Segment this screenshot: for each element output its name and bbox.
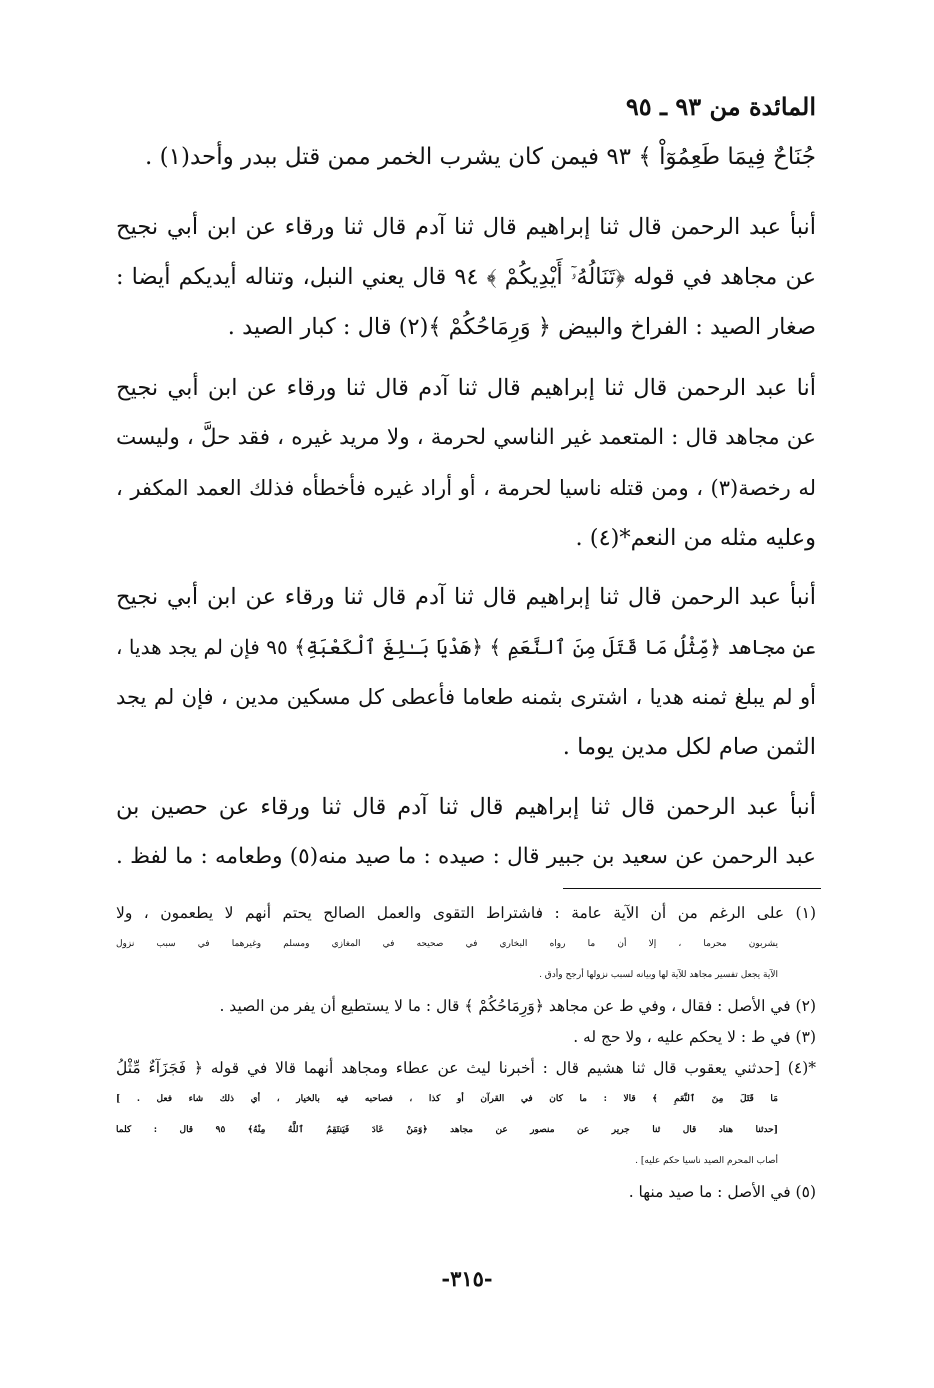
footnote-line: مَا قَتَلَ مِنَ ٱلنَّعَمِ ﴾ قالا : ما كان في القرآن أو كذا ، فصاحبه فيه بالخيار ، أي ذلك شاء فعل . ] (116, 1094, 778, 1104)
text-line: عن مجاهد قال : المتعمد غير الناسي لحرمة ، ولا مريد غيره ، فقد حلَّ ، وليست (116, 425, 816, 450)
text-line: الثمن صام لكل مدين يوما . (562, 734, 816, 760)
text-line: عن مجاهد ﴿مِّثْلُ مَا قَتَلَ مِنَ ٱلنَّعَمِ ﴾ ﴿هَدْيَا بَـٰلِغَ ٱلْكَعْبَةِ﴾ ٩٥ فإن لم يجد هديا ، (116, 635, 817, 659)
footnote-line: يشربون محرما ، إلا أن ما رواه البخاري في صحيحه في المغازي ومسلم وغيرهما في سبب نزول (116, 939, 778, 949)
page-header: المائدة من ٩٣ ـ ٩٥ (625, 92, 816, 121)
footnote-line: (٥) في الأصل : ما صيد منها . (628, 1183, 816, 1201)
verse-line: جُنَاحٌ فِيمَا طَعِمُوٓاْ ﴾ ٩٣ فيمن كان يشرب الخمر ممن قتل ببدر وأحد(١) . (145, 144, 816, 170)
paragraph-3 (116, 572, 816, 772)
footnote-line: *(٤) [حدثني يعقوب قال ثنا هشيم قال : أخبرنا ليث عن عطاء ومجاهد أنهما قالا في قوله ﴿ فَجَزَآءٌ مِّثْلُ (116, 1059, 816, 1077)
page-number: -٣١٥- (441, 1266, 493, 1291)
text-line: أنبأ عبد الرحمن قال ثنا إبراهيم قال ثنا آدم قال ثنا ورقاء عن ابن أبي نجيح (116, 584, 816, 610)
text-line: صغار الصيد : الفراخ والبيض ﴿ وَرِمَاحُكُمْ ﴾(٢) قال : كبار الصيد . (227, 314, 816, 340)
footnote-line: (١) على الرغم من أن الآية عامة : فاشتراط التقوى والعمل الصالح يحتم أنهم لا يطعمون ، ولا (116, 904, 816, 922)
text-line: له رخصة(٣) ، ومن قتله ناسيا لحرمة ، أو أراد غيره فأخطأه فذلك العمد المكفر ، (116, 476, 816, 500)
text-line: عبد الرحمن عن سعيد بن جبير قال : صيده : ما صيد منه(٥) وطعامه : ما لفظ . (116, 844, 816, 869)
footnote-line: (٢) في الأصل : فقال ، وفي ط عن مجاهد ﴿وَرِمَاحُكُمْ ﴾ قال : ما لا يستطيع أن يفر من الصيد . (219, 997, 816, 1015)
paragraph-1 (116, 202, 816, 352)
text-line: أنبأ عبد الرحمن قال ثنا إبراهيم قال ثنا آدم قال ثنا ورقاء عن ابن أبي نجيح (116, 214, 816, 240)
text-line: أو لم يبلغ ثمنه هديا ، اشترى بثمنه طعاما فأعطى كل مسكين مدين ، فإن لم يجد (116, 685, 816, 709)
paragraph-4 (116, 782, 816, 882)
text-line: أنا عبد الرحمن قال ثنا إبراهيم قال ثنا آدم قال ثنا ورقاء عن ابن أبي نجيح (116, 375, 816, 401)
footnote-divider (563, 888, 821, 889)
paragraph-2 (116, 363, 816, 563)
text-line: عن مجاهد في قوله ﴿تَنَالُهُۥٓ أَيْدِيكُمْ ﴾ ٩٤ قال يعني النبل، وتناله أيديكم أيضا : (116, 264, 817, 290)
footnotes (116, 898, 816, 1208)
text-line: أنبأ عبد الرحمن قال ثنا إبراهيم قال ثنا آدم قال ثنا ورقاء عن حصين بن (116, 794, 816, 820)
footnote-line: الآية يجعل تفسير مجاهد للآية لها وبيانه لسبب نزولها أرجح وأدق . (539, 970, 778, 980)
footnote-line: أصاب المحرم الصيد ناسيا حكم عليه] . (635, 1156, 778, 1166)
footnote-line: [حدثنا هناد قال ثنا جرير عن منصور عن مجاهد ﴿وَمَنْ عَادَ فَيَنتَقِمُ ٱللَّهُ مِنْهُ﴾ ٩٥ قال : كلما (116, 1125, 778, 1135)
footnote-line: (٣) في ط : لا يحكم عليه ، ولا حج له . (573, 1028, 816, 1046)
text-line: وعليه مثله من النعم*(٤) . (575, 525, 816, 551)
